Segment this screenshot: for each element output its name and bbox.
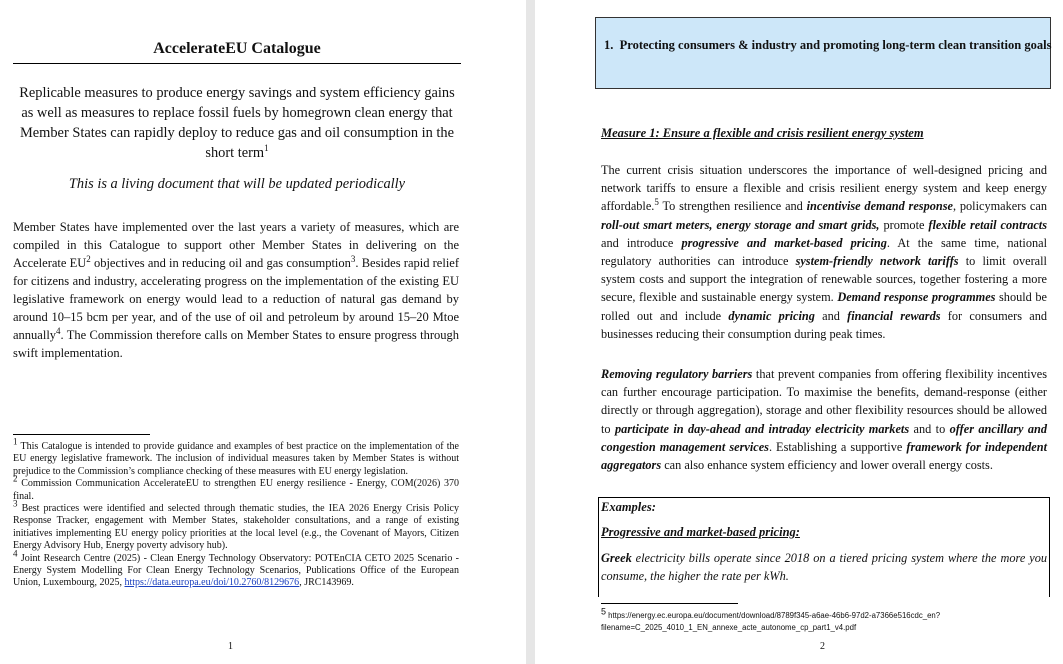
section-heading-box xyxy=(595,17,1051,89)
measure-paragraph-2 xyxy=(601,365,1047,474)
page-number: 1 xyxy=(228,641,233,652)
section-heading: 1. Protecting consumers & industry and promoting long-term clean transition goals xyxy=(604,38,1052,52)
footnote-text: Best practices were identified and selected through thematic studies, the IEA 2026 Energy Crisis Policy Response Tracker, engagement with Member States, stakeholder consultations, and a range of existing initiatives implementing EU energy policy priorities at the local level (e.g., the Covenant of Mayors, Citizen Energy Advisory Hub, Energy poverty advisory hub). xyxy=(13,503,459,552)
emphasis-text: participate in day-ahead and intraday electricity markets xyxy=(614,421,910,436)
title-divider xyxy=(13,63,461,64)
body-text: . The Commission therefore calls on Member States to ensure progress through swift implementation. xyxy=(13,328,459,360)
document-subtitle xyxy=(18,83,456,163)
examples-title: Examples: xyxy=(601,500,656,514)
footnote-ref: 5 xyxy=(654,197,659,208)
example-country: Greek xyxy=(601,551,632,565)
emphasis-text: offer ancillary and congestion management services xyxy=(601,421,1048,454)
footnote-ref: 4 xyxy=(56,325,61,336)
footnote-ref: 3 xyxy=(350,253,356,264)
document-page-1 xyxy=(0,0,526,664)
emphasis-text: financial rewards xyxy=(847,308,941,323)
footnote-4 xyxy=(13,548,459,590)
footnote-number: 5 xyxy=(601,606,607,617)
examples-box xyxy=(598,497,1050,597)
footnote-number: 2 xyxy=(13,473,18,484)
emphasis-text: roll-out smart meters, energy storage and smart grids, xyxy=(601,217,880,232)
emphasis-text: Demand response programmes xyxy=(837,290,996,305)
footnote-text: Commission Communication AccelerateEU to strengthen EU energy resilience - Energy, COM(2026) 370 final. xyxy=(13,478,459,502)
emphasis-text: progressive and market-based pricing xyxy=(681,235,887,250)
footnote-url: https://energy.ec.europa.eu/document/download/8789f345-a6ae-46b6-97d2-a7366e516cdc_en?filename=C_2025_4010_1_EN_annexe_acte_autonome_cp_part1_v4.pdf xyxy=(601,611,941,632)
footnote-divider xyxy=(13,434,150,435)
document-title: AccelerateEU Catalogue xyxy=(153,40,321,57)
footnote-number: 4 xyxy=(13,548,18,559)
body-text: To strengthen resilience and xyxy=(658,199,807,214)
body-text: Member States have implemented over the last years a variety of measures, which are compiled in this Catalogue to support other Member States in delivering on the Accelerate EU xyxy=(13,220,459,270)
body-text: . Besides rapid relief for citizens and industry, accelerating progress on the implementation of the existing EU legislative framework on energy would lead to a reduction of natural gas demand by around 10–15 bcm per year, and of the use of oil and petroleum by around 15–20 Mtoe annually xyxy=(13,256,460,342)
footnote-number: 1 xyxy=(13,436,18,447)
example-body: electricity bills operate since 2018 on a tiered pricing system where the more you consume, the higher the rate per kWh. xyxy=(601,551,1047,583)
body-text: can also enhance system efficiency and lower overall energy costs. xyxy=(661,458,993,473)
footnotes xyxy=(13,436,459,590)
document-page-2 xyxy=(535,0,1063,664)
footnote-number: 3 xyxy=(13,498,18,509)
footnote-ref: 2 xyxy=(86,253,91,264)
intro-paragraph xyxy=(13,218,459,362)
body-text: . At the same time, national regulatory authorities can introduce xyxy=(601,235,1047,269)
subtitle-text: Replicable measures to produce energy savings and system efficiency gains as well as measures to replace fossil fuels by homegrown clean energy that Member States can rapidly deploy to reduce gas and oil consumption in the short term xyxy=(19,85,455,161)
footnote-text: , JRC143969. xyxy=(299,577,354,589)
emphasis-text: dynamic pricing xyxy=(728,308,815,323)
body-text: , policymakers can xyxy=(952,199,1047,214)
footnote-divider xyxy=(601,603,738,604)
emphasis-text: incentivise demand response xyxy=(806,199,953,214)
example-text xyxy=(601,549,1047,585)
body-text: and to xyxy=(909,421,950,436)
body-text: . Establishing a supportive xyxy=(768,439,907,454)
measure-title: Measure 1: Ensure a flexible and crisis resilient energy system xyxy=(601,126,924,140)
emphasis-text: Removing regulatory barriers xyxy=(601,367,753,381)
body-text: should be rolled out and include xyxy=(601,290,1047,323)
doi-link[interactable]: https://data.europa.eu/doi/10.2760/8129676 xyxy=(124,577,300,589)
body-text: The current crisis situation underscores the importance of well-designed pricing and network tariffs to ensure a flexible and crisis resilient energy system and keep energy affordable. xyxy=(601,163,1047,214)
footnote-3 xyxy=(13,498,459,553)
footnote-1 xyxy=(13,436,459,478)
page-number: 2 xyxy=(820,641,825,652)
body-text: and xyxy=(814,308,848,323)
body-text: for consumers and businesses reducing their consumption during peak times. xyxy=(601,308,1047,341)
emphasis-text: system-friendly network tariffs xyxy=(795,254,959,269)
footnote-text: Joint Research Centre (2025) - Clean Energy Technology Observatory: POTEnCIA CETO 2025 Scenario - Energy System Modelling For Clean Energy Technology Scenarios, Publications Office of the European Union, Luxembourg, 2025, xyxy=(13,552,459,589)
footnote-2 xyxy=(13,473,459,503)
emphasis-text: framework for independent aggregators xyxy=(601,439,1047,473)
body-text: to limit overall system costs and support the integration of renewable sources, together fostering a more secure, flexible and sustainable energy system. xyxy=(601,254,1047,305)
footnote-5 xyxy=(601,606,1041,634)
emphasis-text: flexible retail contracts xyxy=(928,217,1048,232)
examples-subtitle: Progressive and market-based pricing: xyxy=(601,525,800,539)
footnote-text: This Catalogue is intended to provide guidance and examples of best practice on the implementation of the EU energy legislative framework. The inclusion of individual measures taken by Member States is without prejudice to the Commission’s compliance checking of these measures with EU energy legislation. xyxy=(13,441,459,477)
measure-paragraph-1 xyxy=(601,161,1047,343)
living-document-note: This is a living document that will be updated periodically xyxy=(68,176,406,192)
body-text: that prevent companies from offering flexibility incentives can further encourage participation. To maximise the benefits, demand-response (either directly or through aggregation), storage and other flexibility resources should be allowed to xyxy=(601,367,1047,436)
body-text: promote xyxy=(879,217,929,232)
body-text: objectives and in reducing oil and gas consumption xyxy=(90,256,351,270)
footnote-ref: 1 xyxy=(264,143,269,154)
body-text: and introduce xyxy=(601,235,682,250)
